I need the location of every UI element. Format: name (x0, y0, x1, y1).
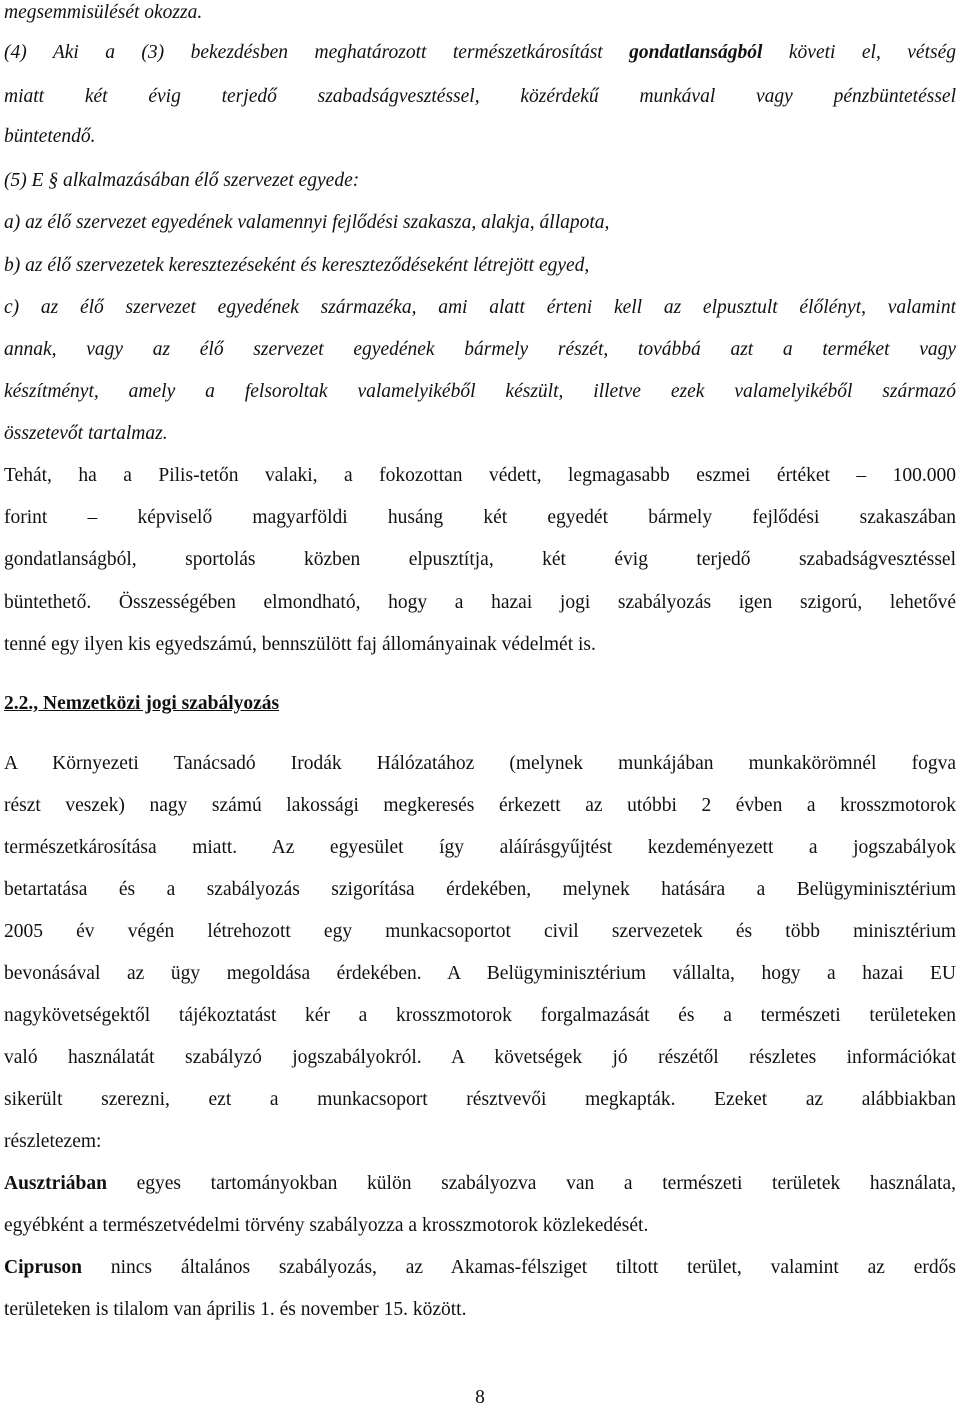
body-line: A Környezeti Tanácsadó Irodák Hálózatához (melynek munkájában munkakörömnél fogva (4, 753, 956, 774)
country-paragraph-austria (4, 1171, 956, 1197)
summary-line: gondatlanságból, sportolás közben elpusztítja, két évig terjedő szabadságvesztéssel (4, 549, 956, 570)
quote-item-c-end: összetevőt tartalmaz. (4, 423, 168, 444)
quote-paragraph-5: (5) E § alkalmazásában élő szervezet egyede: (4, 170, 360, 191)
country-text: nincs általános szabályozás, az Akamas-félsziget tiltott terület, valamint az erdős (82, 1257, 956, 1278)
body-line: részt veszek) nagy számú lakossági megkeresés érkezett az utóbbi 2 évben a krosszmotorok (4, 795, 956, 816)
quote-item-c-cont: annak, vagy az élő szervezet egyedének bármely részét, továbbá azt a terméket vagy (4, 339, 956, 360)
body-line: nagykövetségektől tájékoztatást kér a krosszmotorok forgalmazását és a természeti területeken (4, 1005, 956, 1026)
quote-line-4: büntetendő. (4, 126, 96, 147)
country-line: területeken is tilalom van április 1. és november 15. között. (4, 1299, 467, 1320)
summary-line: büntethető. Összességében elmondható, hogy a hazai jogi szabályozás igen szigorú, lehetővé (4, 592, 956, 613)
body-line: betartatása és a szabályozás szigorítása érdekében, melynek hatására a Belügyminisztérium (4, 879, 956, 900)
body-line: 2005 év végén létrehozott egy munkacsoportot civil szervezetek és több minisztérium (4, 921, 956, 942)
quote-text: (4) Aki a (3) bekezdésben meghatározott természetkárosítást (4, 42, 630, 63)
summary-line: Tehát, ha a Pilis-tetőn valaki, a fokozottan védett, legmagasabb eszmei értéket – 100.000 (4, 465, 956, 486)
section-heading: 2.2., Nemzetközi jogi szabályozás (4, 693, 280, 714)
country-paragraph-cyprus (4, 1255, 956, 1281)
country-line: egyébként a természetvédelmi törvény szabályozza a krosszmotorok közlekedését. (4, 1215, 649, 1236)
quote-item-a: a) az élő szervezet egyedének valamennyi fejlődési szakasza, alakja, állapota, (4, 212, 610, 233)
quote-item-c: c) az élő szervezet egyedének származéka, ami alatt érteni kell az elpusztult élőlényt, valamint (4, 297, 956, 318)
body-line: részletezem: (4, 1131, 102, 1152)
page-number: 8 (475, 1387, 485, 1408)
body-line: természetkárosítása miatt. Az egyesület így aláírásgyűjtést kezdeményezett a jogszabályok (4, 837, 956, 858)
country-name: Cipruson (4, 1257, 83, 1278)
quote-line-1: megsemmisülését okozza. (4, 2, 203, 23)
country-text: egyes tartományokban külön szabályozva van a természeti területek használata, (106, 1173, 956, 1194)
body-line: való használatát szabályzó jogszabályokról. A követségek jó részétől részletes információkat (4, 1047, 956, 1068)
quote-item-b: b) az élő szervezetek keresztezéseként és kereszteződéseként létrejött egyed, (4, 255, 590, 276)
quote-line-3: miatt két évig terjedő szabadságvesztéssel, közérdekű munkával vagy pénzbüntetéssel (4, 86, 956, 107)
body-line: bevonásával az ügy megoldása érdekében. A Belügyminisztérium vállalta, hogy a hazai EU (4, 963, 956, 984)
country-name: Ausztriában (4, 1173, 107, 1194)
quote-text: követi el, vétség (762, 42, 956, 63)
quote-emphasis: gondatlanságból (629, 42, 763, 63)
quote-paragraph-4 (4, 40, 956, 66)
quote-item-c-cont: készítményt, amely a felsoroltak valamelyikéből készült, illetve ezek valamelyikéből származó (4, 381, 956, 402)
summary-line: forint – képviselő magyarföldi husáng két egyedét bármely fejlődési szakaszában (4, 507, 956, 528)
body-line: sikerült szerezni, ezt a munkacsoport résztvevői megkapták. Ezeket az alábbiakban (4, 1089, 956, 1110)
summary-line: tenné egy ilyen kis egyedszámú, bennszülött faj állományainak védelmét is. (4, 634, 596, 655)
